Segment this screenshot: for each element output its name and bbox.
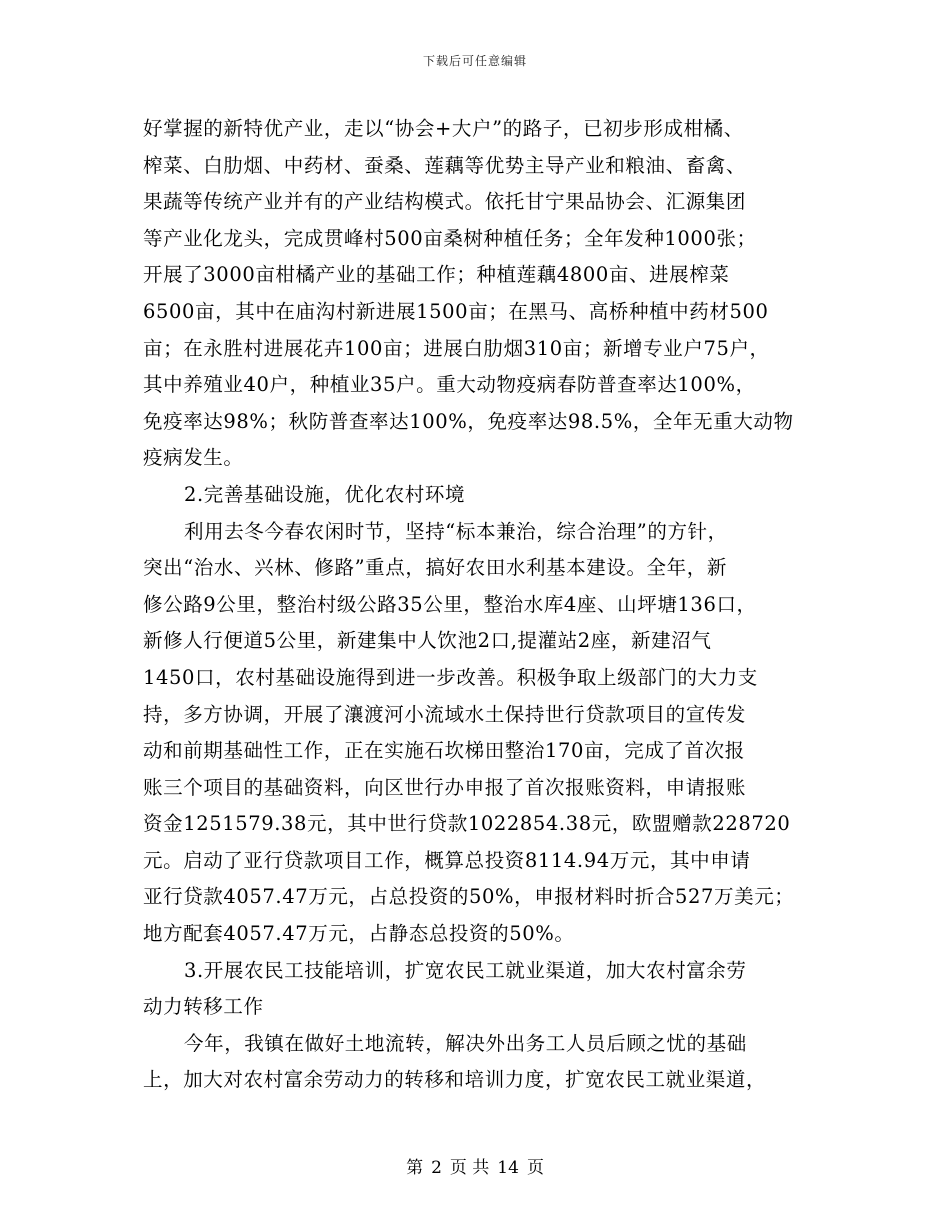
section-heading-continued: 动力转移工作 [143,995,264,1019]
text-line: 其中养殖业40户，种植业35户。重大动物疫病春防普查率达100%， [143,373,756,397]
text-line: 新修人行便道5公里，新建集中人饮池2口,提灌站2座，新建沼气 [143,629,712,653]
text-line: 动和前期基础性工作，正在实施石坎梯田整治170亩，完成了首次报 [143,739,745,763]
text-line: 亩；在永胜村进展花卉100亩；进展白肋烟310亩；新增专业户75户， [143,336,770,360]
text-line: 6500亩，其中在庙沟村新进展1500亩；在黑马、高桥种植中药材500 [143,299,769,323]
text-line: 等产业化龙头，完成贯峰村500亩桑树种植任务；全年发种1000张； [143,226,757,250]
text-line: 地方配套4057.47万元，占静态总投资的50%。 [143,922,575,946]
page-header: 下载后可任意编辑 [422,54,527,68]
text-line: 榨菜、白肋烟、中药材、蚕桑、莲藕等优势主导产业和粮油、畜禽、 [143,153,747,177]
text-line: 利用去冬今春农闲时节，坚持“标本兼治，综合治理”的方针， [184,519,728,543]
text-line: 疫病发生。 [143,446,244,470]
footer-middle: 页 共 [449,1158,490,1178]
text-line: 元。启动了亚行贷款项目工作，概算总投资8114.94万元，其中申请 [143,848,751,872]
text-line: 1450口，农村基础设施得到进一步改善。积极争取上级部门的大力支 [143,665,758,689]
text-line: 今年，我镇在做好土地流转，解决外出务工人员后顾之忧的基础 [184,1031,747,1055]
footer-prefix: 第 [406,1158,424,1178]
text-line: 账三个项目的基础资料，向区世行办申报了首次报账资料，申请报账 [143,775,747,799]
text-line: 资金1251579.38元，其中世行贷款1022854.38元，欧盟赠款228720 [143,812,791,836]
total-page-count: 14 [497,1158,519,1178]
text-line: 好掌握的新特优产业，走以“协会+大户”的路子，已初步形成柑橘、 [143,117,744,140]
text-line: 修公路9公里，整治村级公路35公里，整治水库4座、山坪塘136口， [143,592,757,616]
document-body [143,111,813,1099]
text-line: 亚行贷款4057.47万元，占总投资的50%，申报材料时折合527万美元； [143,885,795,909]
text-line: 免疫率达98%；秋防普查率达100%，免疫率达98.5%，全年无重大动物 [143,409,794,433]
current-page-number: 2 [431,1158,442,1178]
section-heading: 2.完善基础设施，优化农村环境 [184,482,466,506]
page-footer [0,1153,950,1178]
text-line: 持，多方协调，开展了瀼渡河小流域水土保持世行贷款项目的宣传发 [143,702,747,726]
section-heading: 3.开展农民工技能培训，扩宽农民工就业渠道，加大农村富余劳 [184,958,747,982]
text-line: 开展了3000亩柑橘产业的基础工作；种植莲藕4800亩、进展榨菜 [143,263,730,287]
footer-suffix: 页 [526,1158,544,1178]
text-line: 上，加大对农村富余劳动力的转移和培训力度，扩宽农民工就业渠道， [143,1068,767,1092]
text-line: 果蔬等传统产业并有的产业结构模式。依托甘宁果品协会、汇源集团 [143,190,747,214]
text-line: 突出“治水、兴林、修路”重点，搞好农田水利基本建设。全年，新 [143,556,727,580]
